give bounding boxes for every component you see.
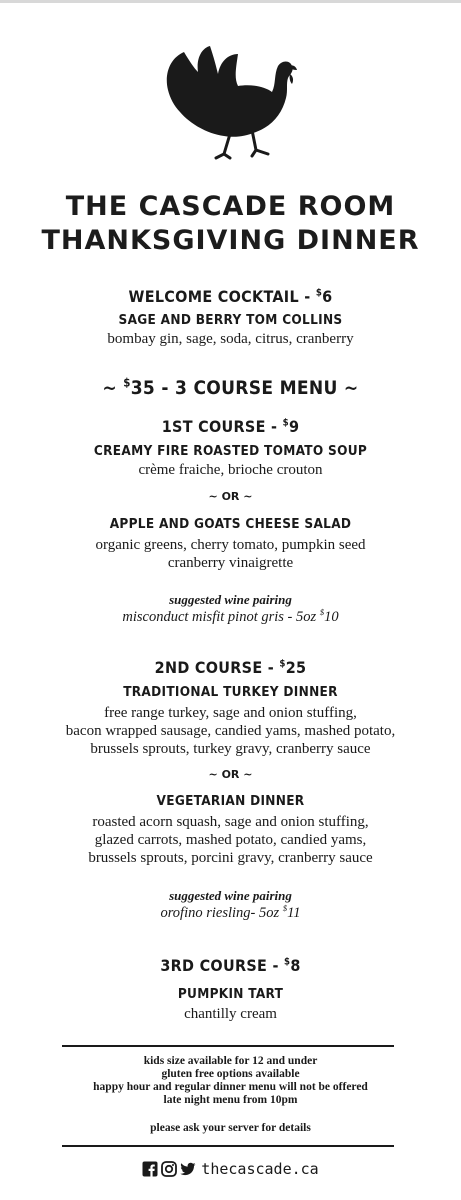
twitter-icon[interactable] — [180, 1161, 196, 1177]
turkey-icon — [160, 44, 300, 162]
note-ask-server: please ask your server for details — [150, 1122, 311, 1134]
note-late-night: late night menu from 10pm — [163, 1094, 298, 1106]
course1-or-separator: ~ OR ~ — [208, 490, 253, 503]
course2-option1-description-line1: free range turkey, sage and onion stuffing, — [104, 705, 357, 721]
course2-option2-description-line3: brussels sprouts, porcini gravy, cranberry sauce — [88, 850, 373, 866]
footer-social — [0, 1160, 461, 1178]
course2-option1-description-line2: bacon wrapped sausage, candied yams, mashed potato, — [65, 723, 396, 739]
course3-option1-description: chantilly cream — [184, 1006, 277, 1022]
welcome-cocktail-description: bombay gin, sage, soda, citrus, cranberry — [107, 331, 354, 347]
top-divider — [0, 0, 461, 3]
notes-bottom-divider — [62, 1145, 394, 1147]
restaurant-title: THE CASCADE ROOM — [65, 191, 396, 222]
course1-option2-name: APPLE AND GOATS CHEESE SALAD — [109, 516, 352, 532]
course2-or-separator: ~ OR ~ — [208, 768, 253, 781]
course2-option1-name: TRADITIONAL TURKEY DINNER — [123, 684, 338, 700]
course2-option1-description-line3: brussels sprouts, turkey gravy, cranberry sauce — [90, 741, 371, 757]
website-handle[interactable]: thecascade.ca — [201, 1160, 319, 1178]
instagram-icon[interactable] — [161, 1161, 177, 1177]
event-title: THANKSGIVING DINNER — [41, 225, 420, 256]
course2-option2-description-line1: roasted acorn squash, sage and onion stuffing, — [92, 814, 369, 830]
course1-option1-name: CREAMY FIRE ROASTED TOMATO SOUP — [93, 443, 368, 459]
welcome-cocktail-heading: WELCOME COCKTAIL - $6 — [128, 287, 333, 306]
course1-wine-pairing-label: suggested wine pairing — [169, 592, 292, 607]
course2-wine-pairing-label: suggested wine pairing — [169, 888, 292, 903]
course2-option2-description-line2: glazed carrots, mashed potato, candied yams, — [94, 832, 367, 848]
course3-option1-name: PUMPKIN TART — [177, 986, 284, 1002]
course1-heading: 1ST COURSE - $9 — [161, 417, 300, 436]
course2-heading: 2ND COURSE - $25 — [154, 658, 307, 677]
course-menu-banner: ~ $35 - 3 COURSE MENU ~ — [102, 375, 359, 399]
notes-top-divider — [62, 1045, 394, 1047]
note-gluten-free: gluten free options available — [161, 1068, 300, 1080]
course3-heading: 3RD COURSE - $8 — [160, 956, 301, 975]
course1-option2-description-line2: cranberry vinaigrette — [167, 555, 294, 571]
course1-option1-description: crème fraiche, brioche crouton — [138, 462, 323, 478]
note-happy-hour: happy hour and regular dinner menu will not be offered — [93, 1081, 368, 1093]
note-kids-size: kids size available for 12 and under — [143, 1055, 318, 1067]
course1-wine-pairing: misconduct misfit pinot gris - 5oz $10 — [122, 607, 339, 625]
facebook-icon[interactable] — [142, 1161, 158, 1177]
course1-option2-description-line1: organic greens, cherry tomato, pumpkin seed — [95, 537, 366, 553]
course2-wine-pairing: orofino riesling- 5oz $11 — [160, 903, 301, 921]
course2-option2-name: VEGETARIAN DINNER — [156, 793, 305, 809]
welcome-cocktail-name: SAGE AND BERRY TOM COLLINS — [118, 312, 343, 328]
